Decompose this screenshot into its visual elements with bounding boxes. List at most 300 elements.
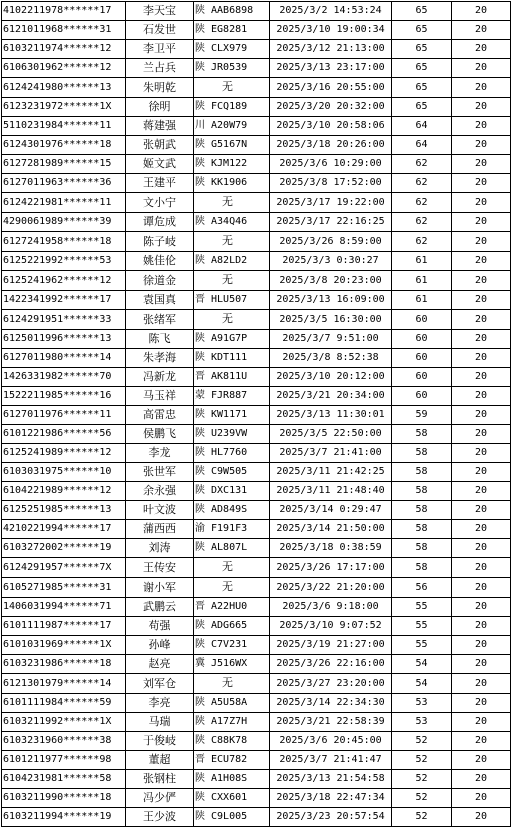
points-cell: 20	[452, 252, 511, 271]
name-cell: 王传安	[126, 558, 194, 578]
time-cell: 2025/3/2 14:53:24	[270, 2, 392, 21]
score-cell: 54	[392, 655, 452, 674]
plate-text: 无	[222, 580, 233, 593]
name-cell: 蒲西西	[126, 520, 194, 539]
name-cell: 朱明乾	[126, 78, 194, 98]
score-cell: 52	[392, 789, 452, 808]
score-cell: 52	[392, 751, 452, 770]
id-card-cell: 6103272002******19	[2, 539, 126, 558]
time-cell: 2025/3/11 21:42:25	[270, 463, 392, 482]
points-cell: 20	[452, 174, 511, 193]
name-cell: 马玉祥	[126, 387, 194, 406]
points-cell: 20	[452, 213, 511, 232]
time-cell: 2025/3/18 0:38:59	[270, 539, 392, 558]
plate-text: 陕 A34Q46	[195, 216, 248, 227]
table-row	[2, 694, 511, 713]
plate-text: 陕 KDT111	[195, 352, 248, 363]
points-cell: 20	[452, 463, 511, 482]
score-cell: 58	[392, 463, 452, 482]
points-cell: 20	[452, 694, 511, 713]
id-card-cell: 6101111984******59	[2, 694, 126, 713]
plate-cell	[194, 387, 270, 406]
points-cell: 20	[452, 98, 511, 117]
table-row	[2, 21, 511, 40]
name-cell: 袁国真	[126, 291, 194, 310]
plate-cell	[194, 713, 270, 732]
plate-cell	[194, 155, 270, 174]
points-cell: 20	[452, 636, 511, 655]
score-cell: 52	[392, 808, 452, 827]
table-row	[2, 617, 511, 636]
plate-cell	[194, 252, 270, 271]
id-card-cell: 6104231981******58	[2, 770, 126, 789]
time-cell: 2025/3/14 0:29:47	[270, 501, 392, 520]
score-cell: 58	[392, 539, 452, 558]
id-card-cell: 6103211990******18	[2, 789, 126, 808]
id-card-cell: 6121011968******31	[2, 21, 126, 40]
points-cell: 20	[452, 713, 511, 732]
score-cell: 62	[392, 155, 452, 174]
score-cell: 60	[392, 310, 452, 330]
id-card-cell: 1406031994******71	[2, 598, 126, 617]
time-cell: 2025/3/11 21:48:40	[270, 482, 392, 501]
plate-text: 无	[222, 273, 233, 286]
points-cell: 20	[452, 578, 511, 598]
table-row	[2, 751, 511, 770]
name-cell: 文小宁	[126, 193, 194, 213]
points-cell: 20	[452, 136, 511, 155]
plate-text: 冀 J516WX	[195, 658, 248, 669]
time-cell: 2025/3/22 21:20:00	[270, 578, 392, 598]
time-cell: 2025/3/21 22:58:39	[270, 713, 392, 732]
table-row	[2, 349, 511, 368]
points-cell: 20	[452, 368, 511, 387]
plate-cell	[194, 636, 270, 655]
name-cell: 冯新龙	[126, 368, 194, 387]
plate-text: 陕 C9L005	[195, 811, 248, 822]
id-card-cell: 4290061989******39	[2, 213, 126, 232]
plate-cell	[194, 674, 270, 694]
score-cell: 56	[392, 578, 452, 598]
name-cell: 王少波	[126, 808, 194, 827]
plate-cell	[194, 291, 270, 310]
score-cell: 65	[392, 21, 452, 40]
score-cell: 55	[392, 598, 452, 617]
points-cell: 20	[452, 271, 511, 291]
plate-text: 陕 CLX979	[195, 43, 248, 54]
points-cell: 20	[452, 291, 511, 310]
id-card-cell: 6103231960******38	[2, 732, 126, 751]
points-cell: 20	[452, 598, 511, 617]
id-card-cell: 6124301976******18	[2, 136, 126, 155]
id-card-cell: 6125241962******12	[2, 271, 126, 291]
id-card-cell: 6125241989******12	[2, 444, 126, 463]
points-cell: 20	[452, 674, 511, 694]
score-cell: 59	[392, 406, 452, 425]
id-card-cell: 6127011976******11	[2, 406, 126, 425]
name-cell: 蒋建强	[126, 117, 194, 136]
name-cell: 高雷忠	[126, 406, 194, 425]
plate-cell	[194, 117, 270, 136]
points-cell: 20	[452, 444, 511, 463]
score-cell: 58	[392, 425, 452, 444]
score-cell: 55	[392, 617, 452, 636]
plate-text: 陕 A17Z7H	[195, 716, 248, 727]
score-cell: 61	[392, 271, 452, 291]
plate-cell	[194, 617, 270, 636]
records-table	[1, 1, 511, 827]
plate-cell	[194, 213, 270, 232]
table-row	[2, 117, 511, 136]
table-row	[2, 155, 511, 174]
time-cell: 2025/3/23 20:57:54	[270, 808, 392, 827]
points-cell: 20	[452, 558, 511, 578]
id-card-cell: 6121301979******14	[2, 674, 126, 694]
plate-text: 陕 A82LD2	[195, 255, 248, 266]
plate-cell	[194, 501, 270, 520]
name-cell: 李天宝	[126, 2, 194, 21]
name-cell: 张朝武	[126, 136, 194, 155]
score-cell: 58	[392, 520, 452, 539]
time-cell: 2025/3/6 9:18:00	[270, 598, 392, 617]
name-cell: 李龙	[126, 444, 194, 463]
name-cell: 刘涛	[126, 539, 194, 558]
id-card-cell: 6125011996******13	[2, 330, 126, 349]
name-cell: 苟强	[126, 617, 194, 636]
plate-cell	[194, 694, 270, 713]
plate-text: 陕 G5167N	[195, 139, 248, 150]
table-row	[2, 425, 511, 444]
id-card-cell: 6103211974******12	[2, 40, 126, 59]
plate-cell	[194, 770, 270, 789]
score-cell: 64	[392, 117, 452, 136]
plate-cell	[194, 59, 270, 78]
score-cell: 53	[392, 713, 452, 732]
plate-text: 无	[222, 234, 233, 247]
table-row	[2, 770, 511, 789]
time-cell: 2025/3/17 22:16:25	[270, 213, 392, 232]
table-row	[2, 636, 511, 655]
time-cell: 2025/3/8 20:23:00	[270, 271, 392, 291]
score-cell: 65	[392, 40, 452, 59]
time-cell: 2025/3/26 22:16:00	[270, 655, 392, 674]
id-card-cell: 6103211994******19	[2, 808, 126, 827]
id-card-cell: 6125221992******53	[2, 252, 126, 271]
table-row	[2, 40, 511, 59]
time-cell: 2025/3/12 21:13:00	[270, 40, 392, 59]
score-cell: 53	[392, 694, 452, 713]
time-cell: 2025/3/8 17:52:00	[270, 174, 392, 193]
plate-cell	[194, 136, 270, 155]
time-cell: 2025/3/10 20:58:06	[270, 117, 392, 136]
score-cell: 62	[392, 232, 452, 252]
id-card-cell: 6127281989******15	[2, 155, 126, 174]
plate-text: 陕 AAB6898	[195, 5, 254, 16]
plate-text: 陕 A5U58A	[195, 697, 248, 708]
table-row	[2, 655, 511, 674]
score-cell: 58	[392, 501, 452, 520]
id-card-cell: 4210221994******17	[2, 520, 126, 539]
time-cell: 2025/3/19 21:27:00	[270, 636, 392, 655]
name-cell: 徐道金	[126, 271, 194, 291]
table-row	[2, 539, 511, 558]
time-cell: 2025/3/14 21:50:00	[270, 520, 392, 539]
time-cell: 2025/3/7 9:51:00	[270, 330, 392, 349]
score-cell: 65	[392, 98, 452, 117]
plate-cell	[194, 98, 270, 117]
points-cell: 20	[452, 40, 511, 59]
plate-text: 陕 KW1171	[195, 409, 248, 420]
plate-text: 无	[222, 80, 233, 93]
table-row	[2, 213, 511, 232]
table-row	[2, 232, 511, 252]
name-cell: 余永强	[126, 482, 194, 501]
points-cell: 20	[452, 482, 511, 501]
time-cell: 2025/3/10 20:12:00	[270, 368, 392, 387]
points-cell: 20	[452, 425, 511, 444]
name-cell: 张绪军	[126, 310, 194, 330]
time-cell: 2025/3/18 22:47:34	[270, 789, 392, 808]
time-cell: 2025/3/13 11:30:01	[270, 406, 392, 425]
plate-cell	[194, 520, 270, 539]
points-cell: 20	[452, 349, 511, 368]
time-cell: 2025/3/13 16:09:00	[270, 291, 392, 310]
time-cell: 2025/3/8 8:52:38	[270, 349, 392, 368]
plate-text: 晋 AK811U	[195, 371, 248, 382]
name-cell: 姚佳伦	[126, 252, 194, 271]
table-row	[2, 310, 511, 330]
table-row	[2, 808, 511, 827]
table-row	[2, 406, 511, 425]
plate-cell	[194, 349, 270, 368]
table-row	[2, 368, 511, 387]
score-cell: 62	[392, 193, 452, 213]
table-row	[2, 789, 511, 808]
plate-text: 陕 C88K78	[195, 735, 248, 746]
table-row	[2, 330, 511, 349]
score-cell: 60	[392, 368, 452, 387]
points-cell: 20	[452, 406, 511, 425]
points-cell: 20	[452, 232, 511, 252]
points-cell: 20	[452, 808, 511, 827]
name-cell: 武鹏云	[126, 598, 194, 617]
plate-cell	[194, 78, 270, 98]
time-cell: 2025/3/5 16:30:00	[270, 310, 392, 330]
plate-text: 陕 HL7760	[195, 447, 248, 458]
plate-cell	[194, 482, 270, 501]
table-row	[2, 674, 511, 694]
time-cell: 2025/3/10 9:07:52	[270, 617, 392, 636]
table-row	[2, 463, 511, 482]
points-cell: 20	[452, 520, 511, 539]
table-row	[2, 501, 511, 520]
plate-text: 陕 A1H08S	[195, 773, 248, 784]
table-row	[2, 444, 511, 463]
table-row	[2, 271, 511, 291]
points-cell: 20	[452, 117, 511, 136]
plate-cell	[194, 751, 270, 770]
table-row	[2, 713, 511, 732]
id-card-cell: 6104221989******12	[2, 482, 126, 501]
name-cell: 赵亮	[126, 655, 194, 674]
id-card-cell: 6103211992******1X	[2, 713, 126, 732]
time-cell: 2025/3/6 10:29:00	[270, 155, 392, 174]
name-cell: 徐明	[126, 98, 194, 117]
score-cell: 65	[392, 2, 452, 21]
name-cell: 马瑞	[126, 713, 194, 732]
plate-text: 陕 ADG665	[195, 620, 248, 631]
table-row	[2, 387, 511, 406]
plate-cell	[194, 463, 270, 482]
id-card-cell: 6101031969******1X	[2, 636, 126, 655]
points-cell: 20	[452, 655, 511, 674]
plate-text: 陕 C9W505	[195, 466, 248, 477]
points-cell: 20	[452, 310, 511, 330]
table-row	[2, 98, 511, 117]
plate-text: 陕 AD849S	[195, 504, 248, 515]
plate-cell	[194, 21, 270, 40]
points-cell: 20	[452, 732, 511, 751]
table-row	[2, 193, 511, 213]
plate-text: 无	[222, 195, 233, 208]
time-cell: 2025/3/21 20:34:00	[270, 387, 392, 406]
score-cell: 65	[392, 59, 452, 78]
name-cell: 兰占兵	[126, 59, 194, 78]
plate-text: 渝 F191F3	[195, 523, 248, 534]
id-card-cell: 6123231972******1X	[2, 98, 126, 117]
table-row	[2, 578, 511, 598]
score-cell: 65	[392, 78, 452, 98]
name-cell: 石发世	[126, 21, 194, 40]
plate-text: 陕 FCQ189	[195, 101, 248, 112]
table-row	[2, 558, 511, 578]
plate-text: 晋 HLU507	[195, 294, 248, 305]
table-row	[2, 732, 511, 751]
time-cell: 2025/3/17 19:22:00	[270, 193, 392, 213]
name-cell: 冯少俨	[126, 789, 194, 808]
id-card-cell: 4102211978******17	[2, 2, 126, 21]
points-cell: 20	[452, 539, 511, 558]
plate-text: 蒙 FJR887	[195, 390, 248, 401]
table-row	[2, 520, 511, 539]
plate-cell	[194, 732, 270, 751]
id-card-cell: 6101221986******56	[2, 425, 126, 444]
score-cell: 64	[392, 136, 452, 155]
plate-cell	[194, 425, 270, 444]
time-cell: 2025/3/20 20:32:00	[270, 98, 392, 117]
score-cell: 62	[392, 213, 452, 232]
plate-text: 陕 DXC131	[195, 485, 248, 496]
time-cell: 2025/3/26 8:59:00	[270, 232, 392, 252]
id-card-cell: 6101211977******98	[2, 751, 126, 770]
plate-cell	[194, 539, 270, 558]
plate-text: 川 A20W79	[195, 120, 248, 131]
time-cell: 2025/3/5 22:50:00	[270, 425, 392, 444]
name-cell: 王建平	[126, 174, 194, 193]
table-body	[2, 2, 511, 827]
name-cell: 朱孝海	[126, 349, 194, 368]
score-cell: 61	[392, 252, 452, 271]
points-cell: 20	[452, 155, 511, 174]
name-cell: 侯鹏飞	[126, 425, 194, 444]
score-cell: 52	[392, 732, 452, 751]
points-cell: 20	[452, 387, 511, 406]
score-cell: 58	[392, 444, 452, 463]
plate-text: 陕 U239VW	[195, 428, 248, 439]
points-cell: 20	[452, 751, 511, 770]
time-cell: 2025/3/13 23:17:00	[270, 59, 392, 78]
id-card-cell: 6103031975******10	[2, 463, 126, 482]
time-cell: 2025/3/7 21:41:47	[270, 751, 392, 770]
id-card-cell: 1426331982******70	[2, 368, 126, 387]
plate-cell	[194, 193, 270, 213]
time-cell: 2025/3/13 21:54:58	[270, 770, 392, 789]
time-cell: 2025/3/3 0:30:27	[270, 252, 392, 271]
name-cell: 谢小军	[126, 578, 194, 598]
score-cell: 61	[392, 291, 452, 310]
id-card-cell: 6106301962******12	[2, 59, 126, 78]
id-card-cell: 6127241958******18	[2, 232, 126, 252]
plate-cell	[194, 310, 270, 330]
plate-cell	[194, 2, 270, 21]
plate-text: 无	[222, 676, 233, 689]
plate-cell	[194, 558, 270, 578]
plate-text: 陕 KJM122	[195, 158, 248, 169]
id-card-cell: 6127011980******14	[2, 349, 126, 368]
table-row	[2, 482, 511, 501]
name-cell: 张钢柱	[126, 770, 194, 789]
plate-cell	[194, 40, 270, 59]
id-card-cell: 5110231984******11	[2, 117, 126, 136]
id-card-cell: 6124291957******7X	[2, 558, 126, 578]
table-row	[2, 2, 511, 21]
plate-text: 无	[222, 560, 233, 573]
table-row	[2, 78, 511, 98]
plate-text: 陕 KK1906	[195, 177, 248, 188]
id-card-cell: 6103231986******18	[2, 655, 126, 674]
plate-text: 陕 AL807L	[195, 542, 248, 553]
id-card-cell: 6124221981******11	[2, 193, 126, 213]
points-cell: 20	[452, 2, 511, 21]
plate-cell	[194, 444, 270, 463]
id-card-cell: 1522211985******16	[2, 387, 126, 406]
plate-cell	[194, 174, 270, 193]
id-card-cell: 6101111987******17	[2, 617, 126, 636]
score-cell: 54	[392, 674, 452, 694]
score-cell: 55	[392, 636, 452, 655]
time-cell: 2025/3/10 19:00:34	[270, 21, 392, 40]
plate-text: 晋 A22HU0	[195, 601, 248, 612]
plate-cell	[194, 789, 270, 808]
score-cell: 60	[392, 349, 452, 368]
table-row	[2, 174, 511, 193]
id-card-cell: 6105271985******31	[2, 578, 126, 598]
id-card-cell: 1422341992******17	[2, 291, 126, 310]
plate-text: 陕 JR0539	[195, 62, 248, 73]
plate-cell	[194, 578, 270, 598]
time-cell: 2025/3/7 21:41:00	[270, 444, 392, 463]
name-cell: 董超	[126, 751, 194, 770]
plate-cell	[194, 271, 270, 291]
id-card-cell: 6124291951******33	[2, 310, 126, 330]
table-row	[2, 136, 511, 155]
name-cell: 叶文波	[126, 501, 194, 520]
plate-cell	[194, 808, 270, 827]
plate-cell	[194, 368, 270, 387]
table-row	[2, 291, 511, 310]
plate-text: 陕 C7V231	[195, 639, 248, 650]
points-cell: 20	[452, 78, 511, 98]
